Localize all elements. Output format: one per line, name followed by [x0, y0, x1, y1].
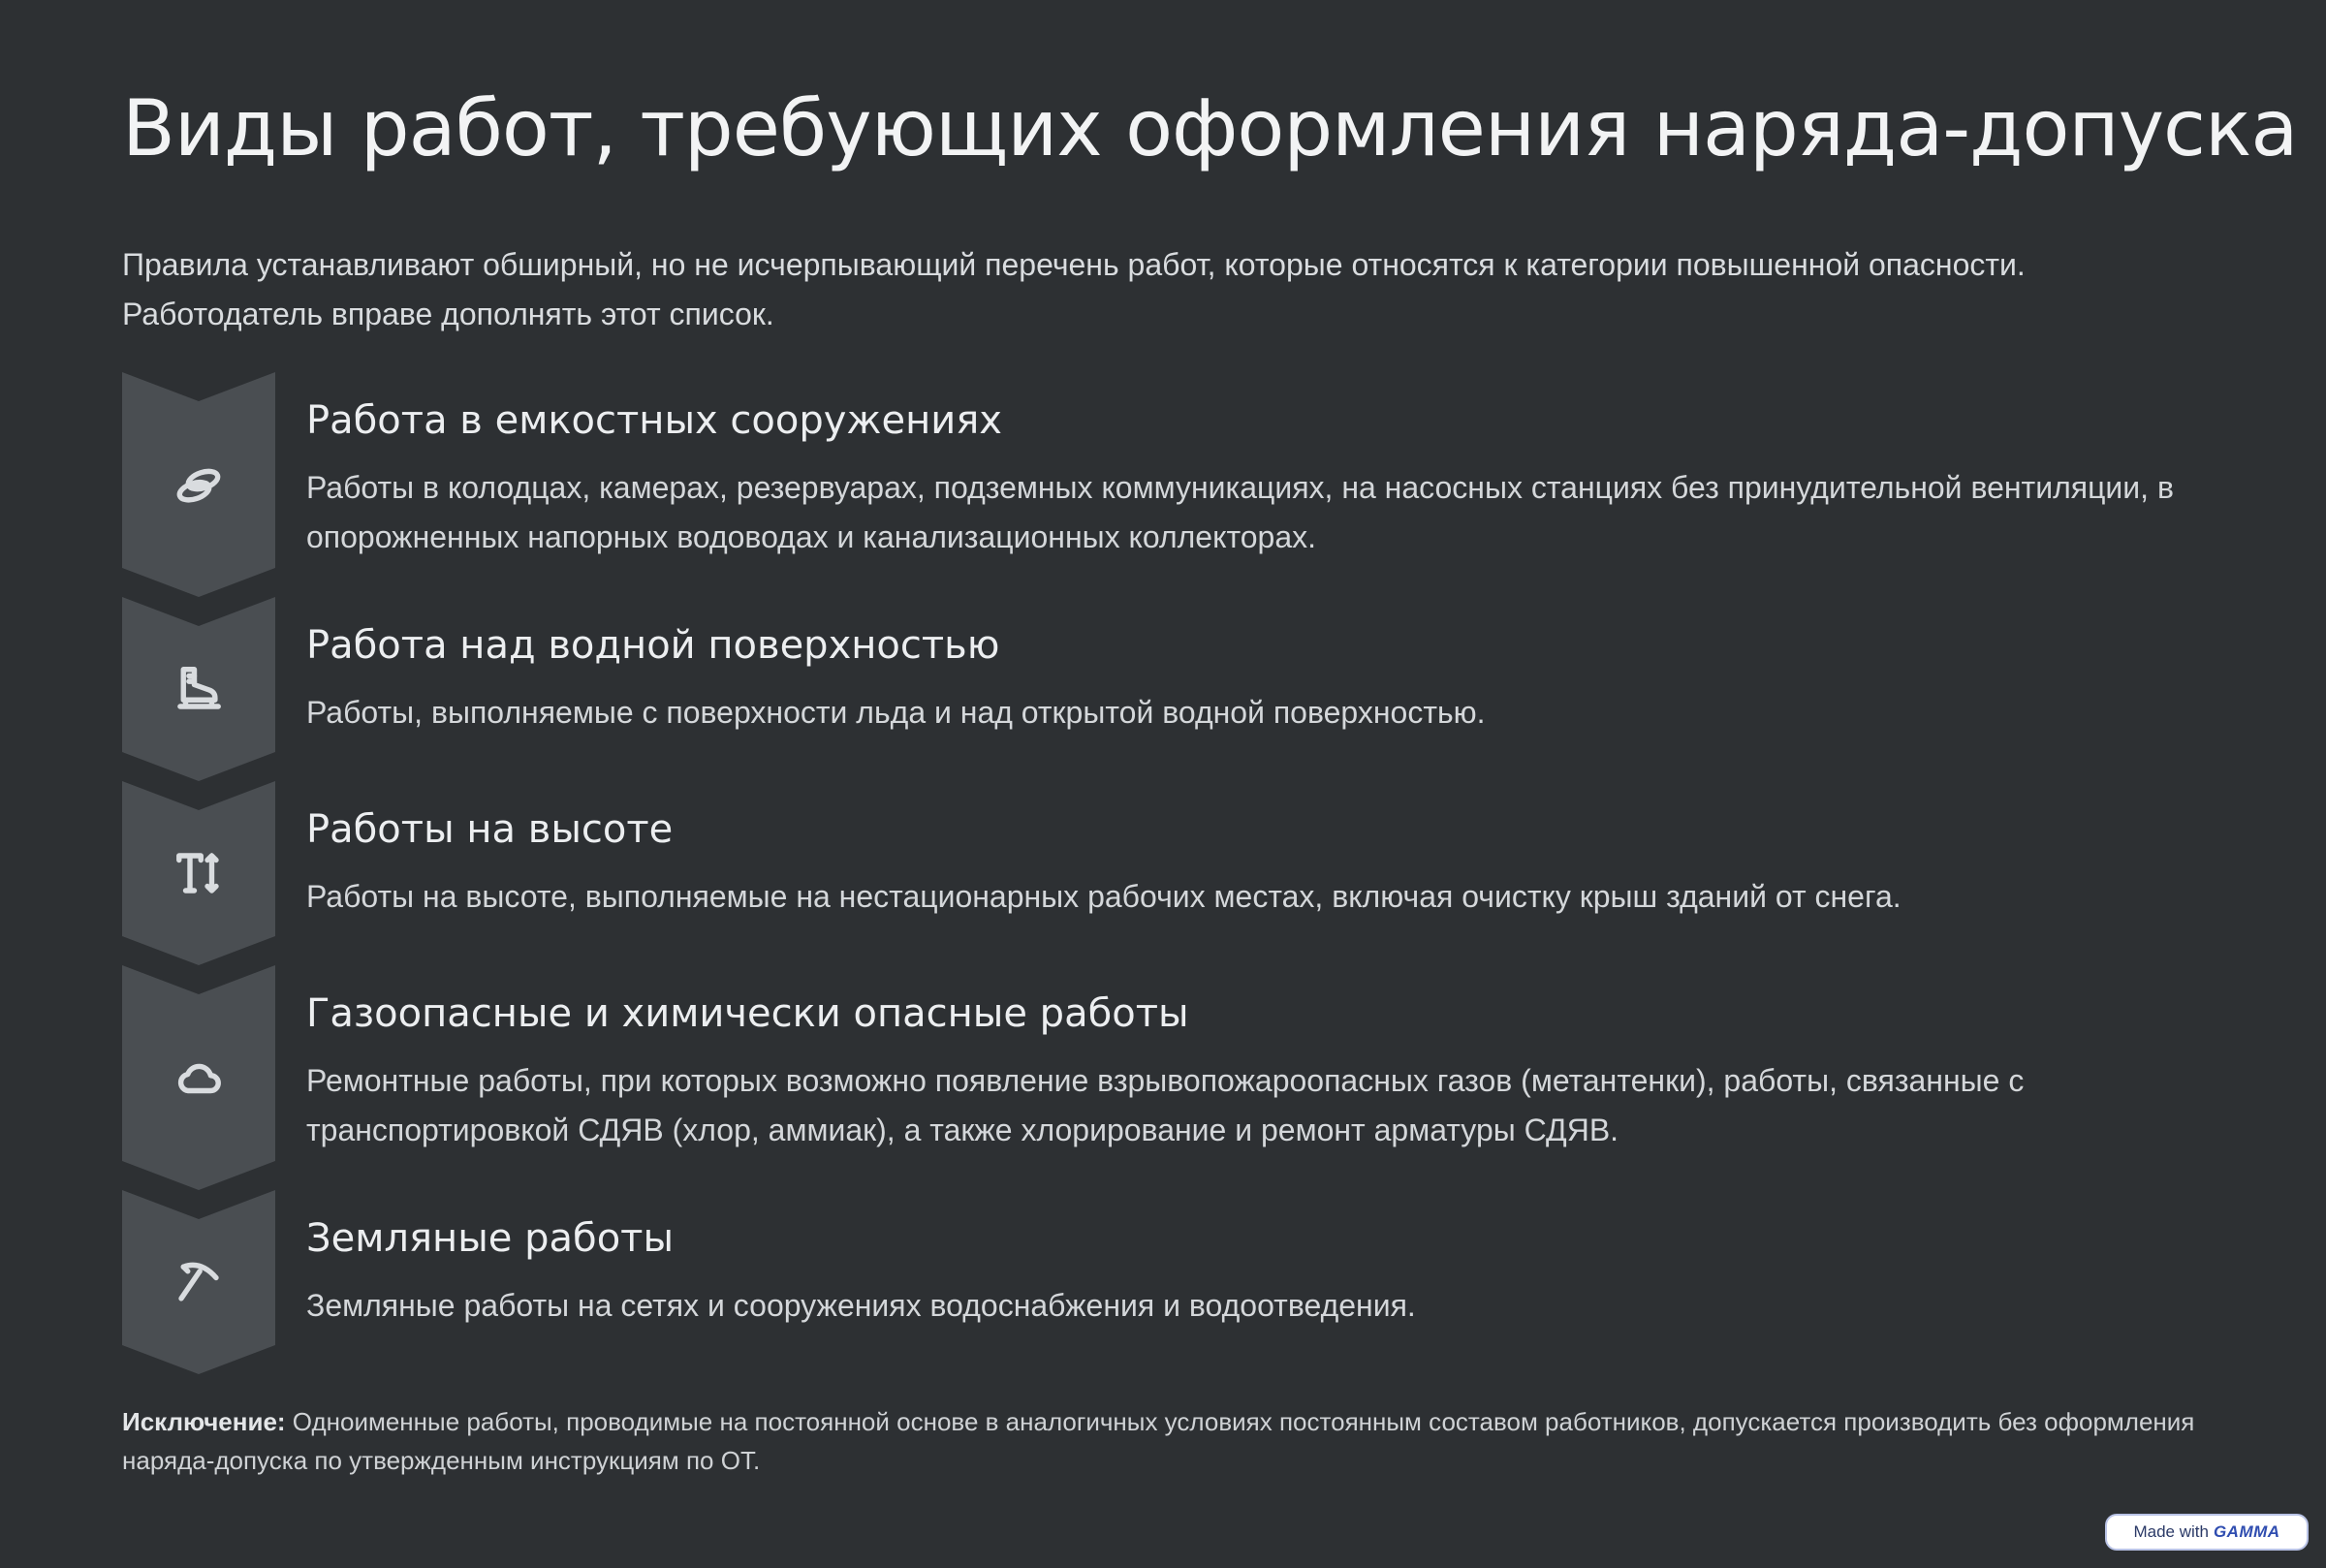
item-title: Работа над водной поверхностью: [306, 623, 1000, 668]
ice-skate-icon: [173, 663, 225, 715]
intro-text: Правила устанавливают обширный, но не исчерпывающий перечень работ, которые относятся к категории повышенной опасности. Работодатель вправе дополнять этот список.: [122, 247, 2026, 331]
cloud-icon: [173, 1051, 225, 1104]
text-height-icon: [173, 847, 225, 899]
item-description: Ремонтные работы, при которых возможно появление взрывопожароопасных газов (метантенки), работы, связанные с транспортировкой СДЯВ (хлор, аммиак), а также хлорирование и ремонт арматуры СДЯВ.: [306, 1063, 2025, 1147]
item-title: Работа в емкостных сооружениях: [306, 398, 1002, 443]
gamma-logo: GAMMA: [2213, 1522, 2280, 1541]
page-title: Виды работ, требующих оформления наряда-допуска: [122, 83, 2298, 173]
item-description: Работы, выполняемые с поверхности льда и над открытой водной поверхностью.: [306, 695, 1486, 730]
exception-text: Одноименные работы, проводимые на постоянной основе в аналогичных условиях постоянным составом работников, допускается производить без оформления наряда-допуска по утвержденным инструкциям по ОТ.: [122, 1407, 2195, 1475]
pickaxe-icon: [173, 1256, 225, 1308]
chevron-marker: [122, 1190, 275, 1374]
badge-prefix: Made with: [2133, 1522, 2209, 1541]
chevron-marker: [122, 781, 275, 965]
disc-stack-icon: [173, 458, 225, 511]
item-description: Работы в колодцах, камерах, резервуарах, подземных коммуникациях, на насосных станциях без принудительной вентиляции, в опорожненных напорных водоводах и канализационных коллекторах.: [306, 470, 2174, 554]
item-description: Работы на высоте, выполняемые на нестационарных рабочих местах, включая очистку крыш зданий от снега.: [306, 879, 1902, 914]
made-with-gamma-badge[interactable]: [2105, 1514, 2309, 1551]
item-title: Газоопасные и химически опасные работы: [306, 991, 1189, 1036]
item-description: Земляные работы на сетях и сооружениях водоснабжения и водоотведения.: [306, 1288, 1416, 1323]
item-title: Работы на высоте: [306, 807, 674, 852]
exception-note: [122, 1402, 2216, 1480]
item-title: Земляные работы: [306, 1216, 675, 1261]
chevron-marker: [122, 372, 275, 597]
exception-label: Исключение:: [122, 1407, 286, 1436]
chevron-marker: [122, 965, 275, 1190]
chevron-marker: [122, 597, 275, 781]
